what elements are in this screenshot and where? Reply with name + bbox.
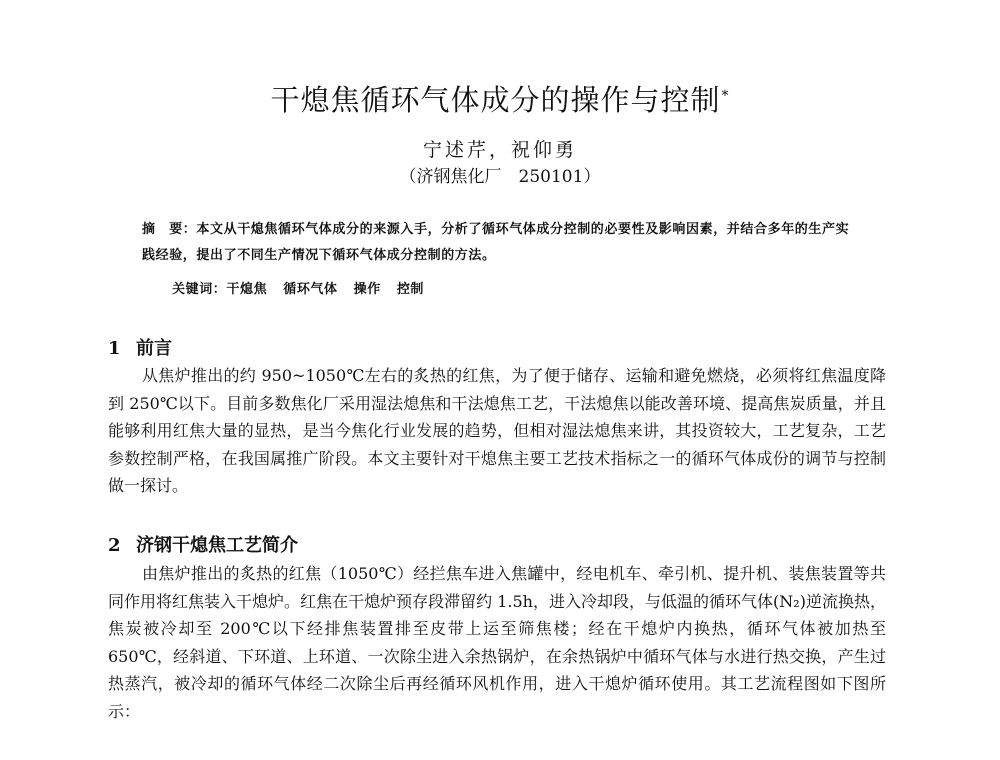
section-title: 济钢干熄焦工艺简介 xyxy=(136,535,298,556)
keyword: 循环气体 xyxy=(283,282,338,297)
abstract-text: 本文从干熄焦循环气体成分的来源入手，分析了循环气体成分控制的必要性及影响因素，并结合多年的生产实践经验，提出了不同生产情况下循环气体成分控制的方法。 xyxy=(142,222,850,263)
abstract xyxy=(142,217,862,269)
section-body: 从焦炉推出的约 950~1050℃左右的炙热的红焦，为了便于储存、运输和避免燃烧，必须将红焦温度降到 250℃以下。目前多数焦化厂采用湿法熄焦和干法熄焦工艺，干法熄焦以能改善环境、提高焦炭质量，并且能够利用红焦大量的显热，是当今焦化行业发展的趋势，但相对湿法熄焦来讲，其投资较大，工艺复杂，工艺参数控制严格，在我国属推广阶段。本文主要针对干熄焦主要工艺技术指标之一的循环气体成份的调节与控制做一探讨。 xyxy=(108,366,886,495)
section-number: 2 xyxy=(108,535,121,556)
section-number: 1 xyxy=(108,338,121,359)
paper-title-text: 干熄焦循环气体成分的操作与控制 xyxy=(270,83,721,117)
section-heading xyxy=(108,531,298,557)
author-affiliation: （济钢焦化厂 250101） xyxy=(399,167,601,187)
keywords xyxy=(172,278,440,297)
keyword: 干熄焦 xyxy=(226,282,268,297)
keywords-label: 关键词： xyxy=(172,282,227,297)
author-list: 宁述芹，祝仰勇 xyxy=(422,139,577,161)
title-footnote-mark: * xyxy=(721,88,730,104)
paper-title xyxy=(0,82,1000,124)
section-body: 由焦炉推出的炙热的红焦（1050℃）经拦焦车进入焦罐中，经电机车、牵引机、提升机、装焦装置等共同作用将红焦装入干熄炉。红焦在干熄炉预存段滞留约 1.5h，进入冷却段，与低温的循环气体(N₂)逆流换热，焦炭被冷却至 200℃以下经排焦装置排至皮带上运至筛焦楼；经在干熄炉内换热，循环气体被加热至 650℃，经斜道、下环道、上环道、一次除尘进入余热锅炉，在余热锅炉中循环气体与水进行热交换，产生过热蒸汽，被冷却的循环气体经二次除尘后再经循环风机作用，进入干熄炉循环使用。其工艺流程图如下图所示： xyxy=(108,564,886,721)
abstract-label: 摘 要： xyxy=(142,222,197,237)
keyword: 控制 xyxy=(396,282,425,297)
keyword: 操作 xyxy=(353,282,381,297)
section-heading xyxy=(108,334,172,360)
section-title: 前言 xyxy=(136,338,172,359)
